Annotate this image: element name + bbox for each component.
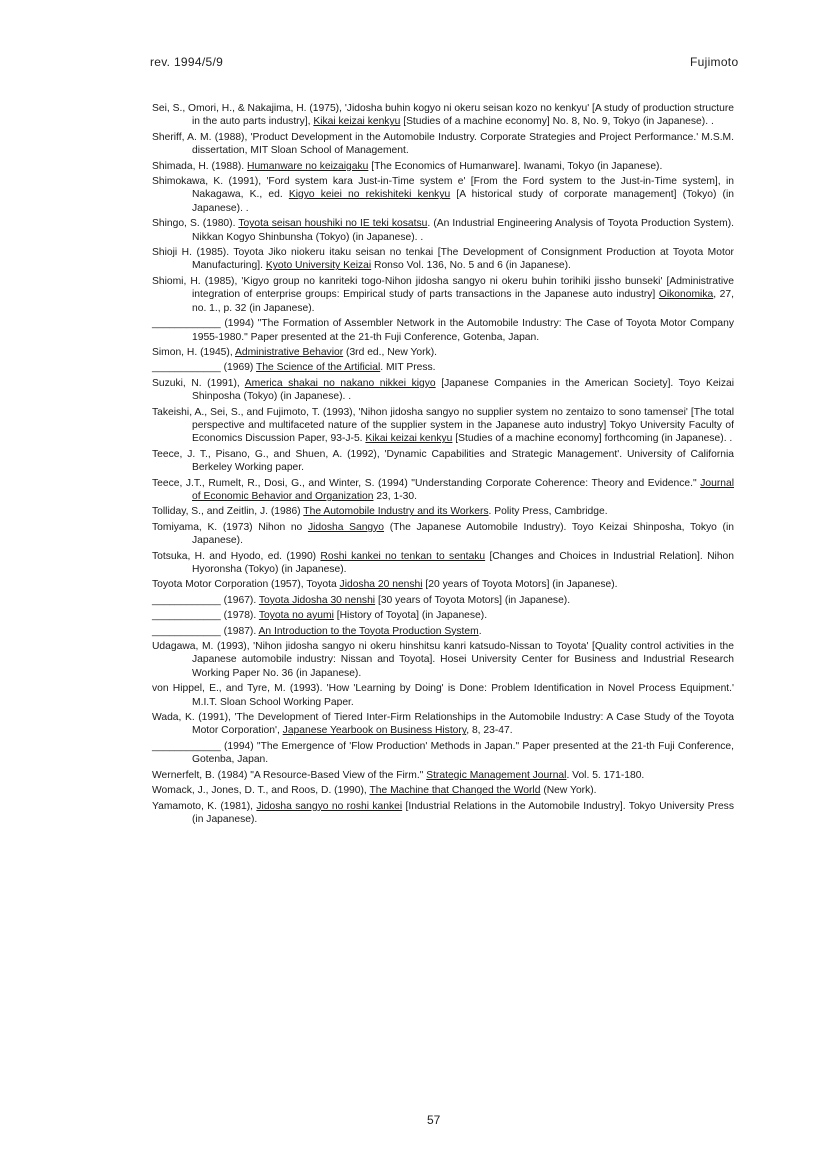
reference-entry [152,609,734,622]
running-header-revision: rev. 1994/5/9 [150,55,224,69]
reference-entry [152,448,734,475]
reference-text: ____________ (1978). [152,610,259,622]
reference-title-underlined: Jidosha sangyo no roshi kankei [256,800,403,812]
reference-title-underlined: The Automobile Industry and its Workers [303,506,489,518]
reference-text: Udagawa, M. (1993), 'Nihon jidosha sangyo ni okeru hinshitsu kanri katsudo-Nissan to Toyota' [Quality control activities in the Japanese automobile industry: Nissan and Toyota]. Hosei University Center for Business and Industrial Research Working Paper No. 36 (in Japanese). [152,641,734,679]
reference-text: Totsuka, H. and Hyodo, ed. (1990) [152,550,321,562]
reference-entry [152,346,734,359]
reference-entry [152,550,734,577]
reference-entry [152,131,734,158]
reference-text: [Studies of a machine economy] forthcoming (in Japanese). . [452,433,733,445]
reference-title-underlined: Jidosha 20 nenshi [339,579,423,591]
reference-title-underlined: Toyota no ayumi [258,610,334,622]
reference-text: , 8, 23-47. [466,725,513,737]
reference-title-underlined: Roshi kankei no tenkan to sentaku [320,550,486,562]
reference-entry [152,711,734,738]
reference-title-underlined: Kyoto University Keizai [265,260,372,272]
reference-title-underlined: The Science of the Artificial [256,362,381,374]
reference-title-underlined: Kigyo keiei no rekishiteki kenkyu [288,189,451,201]
reference-text: [Japanese Companies in the American Society]. Toyo Keizai Shinposha (Tokyo) (in Japanese). . [192,377,734,403]
reference-text: ____________ (1994) "The Formation of Assembler Network in the Automobile Industry: The Case of Toyota Motor Company 1955-1980." Paper presented at the 21-th Fuji Conference, Gotenba, Japan. [152,318,734,343]
reference-text: Tomiyama, K. (1973) Nihon no [152,521,308,533]
reference-title-underlined: The Machine that Changed the World [369,785,541,797]
reference-text: [A historical study of corporate management] (Tokyo) (in Japanese). . [192,189,734,214]
reference-title-underlined: Japanese Yearbook on Business History [282,725,467,737]
reference-text: Toyota Motor Corporation (1957), Toyota [152,579,340,591]
reference-title-underlined: Journal of Economic Behavior and Organization [192,477,734,502]
reference-title-underlined: Humanware no keizaigaku [247,160,369,172]
reference-title-underlined: An Introduction to the Toyota Production System [258,625,479,637]
reference-entry [152,275,734,315]
reference-text: Teece, J. T., Pisano, G., and Shuen, A. (1992), 'Dynamic Capabilities and Strategic Management'. University of California Berkeley Working paper. [152,448,734,474]
reference-entry [152,594,734,607]
reference-text: Teece, J.T., Rumelt, R., Dosi, G., and Winter, S. (1994) "Understanding Corporate Coherence: Theory and Evidence." [152,477,701,489]
reference-text: (New York). [540,785,597,797]
reference-entry [152,317,734,344]
reference-text: [Industrial Relations in the Automobile Industry]. Tokyo University Press (in Japanese). [192,800,734,825]
reference-title-underlined: Toyota Jidosha 30 nenshi [258,594,376,606]
reference-entry [152,406,734,446]
reference-entry [152,377,734,404]
reference-text: Shimokawa, K. (1991), 'Ford system kara Just-in-Time system e' [From the Ford system to the Just-in-Time system], in Nakagawa, K., ed. [152,176,734,201]
reference-text: Wernerfelt, B. (1984) "A Resource-Based View of the Firm." [152,769,427,781]
reference-entry [152,102,734,129]
reference-entry [152,361,734,374]
reference-text: ____________ (1967). [152,594,259,606]
reference-text: Suzuki, N. (1991), [152,377,245,389]
reference-text: Takeishi, A., Sei, S., and Fujimoto, T. (1993), 'Nihon jidosha sangyo no supplier system no zentaizo to sono tamensei' [The total perspective and multifaceted nature of the supplier system in the Japanese auto industry] Tokyo University Faculty of Economics Discussion Paper, 93-J-5. [152,406,734,445]
reference-text: [20 years of Toyota Motors] (in Japanese). [422,579,618,591]
reference-entry [152,784,734,797]
reference-text: . Vol. 5. 171-180. [566,769,645,781]
reference-text: (3rd ed., New York). [343,346,438,358]
reference-text: Tolliday, S., and Zeitlin, J. (1986) [152,506,304,518]
reference-text: Womack, J., Jones, D. T., and Roos, D. (1990), [152,785,370,797]
reference-title-underlined: Strategic Management Journal [426,769,567,781]
reference-entry [152,175,734,215]
reference-entry [152,769,734,782]
reference-text: Sheriff, A. M. (1988), 'Product Development in the Automobile Industry. Corporate Strategies and Project Performance.' M.S.M. dissertation, MIT Sloan School of Management. [152,131,734,157]
reference-title-underlined: Kikai keizai kenkyu [365,433,453,445]
reference-text: . Polity Press, Cambridge. [488,506,608,518]
reference-entry [152,740,734,767]
reference-text: Shingo, S. (1980). [152,218,239,230]
reference-text: Shiomi, H. (1985), 'Kigyo group no kanriteki togo-Nihon jidosha sangyo ni okeru buhin torihiki jissho bunseki' [Administrative integration of enterprise groups: Empirical study of parts transactions in the Japanese auto industry] [152,275,734,301]
reference-text: Yamamoto, K. (1981), [152,800,257,812]
reference-text: (The Japanese Automobile Industry). Toyo Keizai Shinposha, Tokyo (in Japanese). [192,521,734,547]
reference-text: [Studies of a machine economy] No. 8, No. 9, Tokyo (in Japanese). . [400,116,714,128]
reference-entry [152,160,734,173]
reference-text: Sei, S., Omori, H., & Nakajima, H. (1975), 'Jidosha buhin kogyo ni okeru seisan kozo no kenkyu' [A study of production structure in the auto parts industry], [152,103,734,128]
page-number: 57 [427,1113,441,1127]
reference-title-underlined: Administrative Behavior [234,346,344,358]
reference-text: Simon, H. (1945), [152,346,235,358]
reference-entry [152,682,734,709]
reference-text: Shioji H. (1985). Toyota Jiko niokeru itaku seisan no tenkai [The Development of Consignment Production at Toyota Motor Manufacturing]. [152,247,734,272]
reference-entry [152,625,734,638]
reference-text: ____________ (1994) "The Emergence of 'Flow Production' Methods in Japan." Paper presented at the 21-th Fuji Conference, Gotenba, Japan. [152,740,734,766]
reference-text: Wada, K. (1991), 'The Development of Tiered Inter-Firm Relationships in the Automobile Industry: A Case Study of the Toyota Motor Corporation', [152,712,734,737]
reference-text: ____________ (1969) [152,362,257,374]
reference-text: . (An Industrial Engineering Analysis of Toyota Production System). Nikkan Kogyo Shinbunsha (Tokyo) (in Japanese). . [192,218,734,243]
reference-title-underlined: Oikonomika [658,289,714,301]
reference-text: . MIT Press. [380,362,436,374]
reference-text: von Hippel, E., and Tyre, M. (1993). 'How 'Learning by Doing' is Done: Problem Identification in Novel Process Equipment.' M.I.T. Sloan School Working Paper. [152,683,734,708]
reference-text: [30 years of Toyota Motors] (in Japanese). [375,594,571,606]
reference-entry [152,578,734,591]
reference-entry [152,640,734,680]
reference-title-underlined: America shakai no nakano nikkei kigyo [244,377,436,389]
reference-text: [Changes and Choices in Industrial Relation]. Nihon Hyoronsha (Tokyo) (in Japanese). [192,550,734,575]
reference-text: 23, 1-30. [373,490,417,502]
reference-entry [152,217,734,244]
reference-text: . [478,625,482,637]
reference-entry [152,477,734,504]
reference-text: ____________ (1987). [152,625,259,637]
reference-list [152,102,734,828]
reference-title-underlined: Jidosha Sangyo [307,521,385,533]
reference-entry [152,246,734,273]
reference-title-underlined: Kikai keizai kenkyu [313,116,401,128]
reference-text: Ronso Vol. 136, No. 5 and 6 (in Japanese). [371,260,571,272]
running-header-author: Fujimoto [690,55,739,69]
reference-text: Shimada, H. (1988). [152,160,248,172]
reference-entry [152,800,734,827]
reference-text: [History of Toyota] (in Japanese). [333,610,488,622]
reference-entry [152,505,734,518]
reference-title-underlined: Toyota seisan houshiki no IE teki kosatsu [238,218,428,230]
reference-text: [The Economics of Humanware]. Iwanami, Tokyo (in Japanese). [368,160,663,172]
reference-text: , 27, no. 1., p. 32 (in Japanese). [192,289,734,314]
reference-entry [152,521,734,548]
